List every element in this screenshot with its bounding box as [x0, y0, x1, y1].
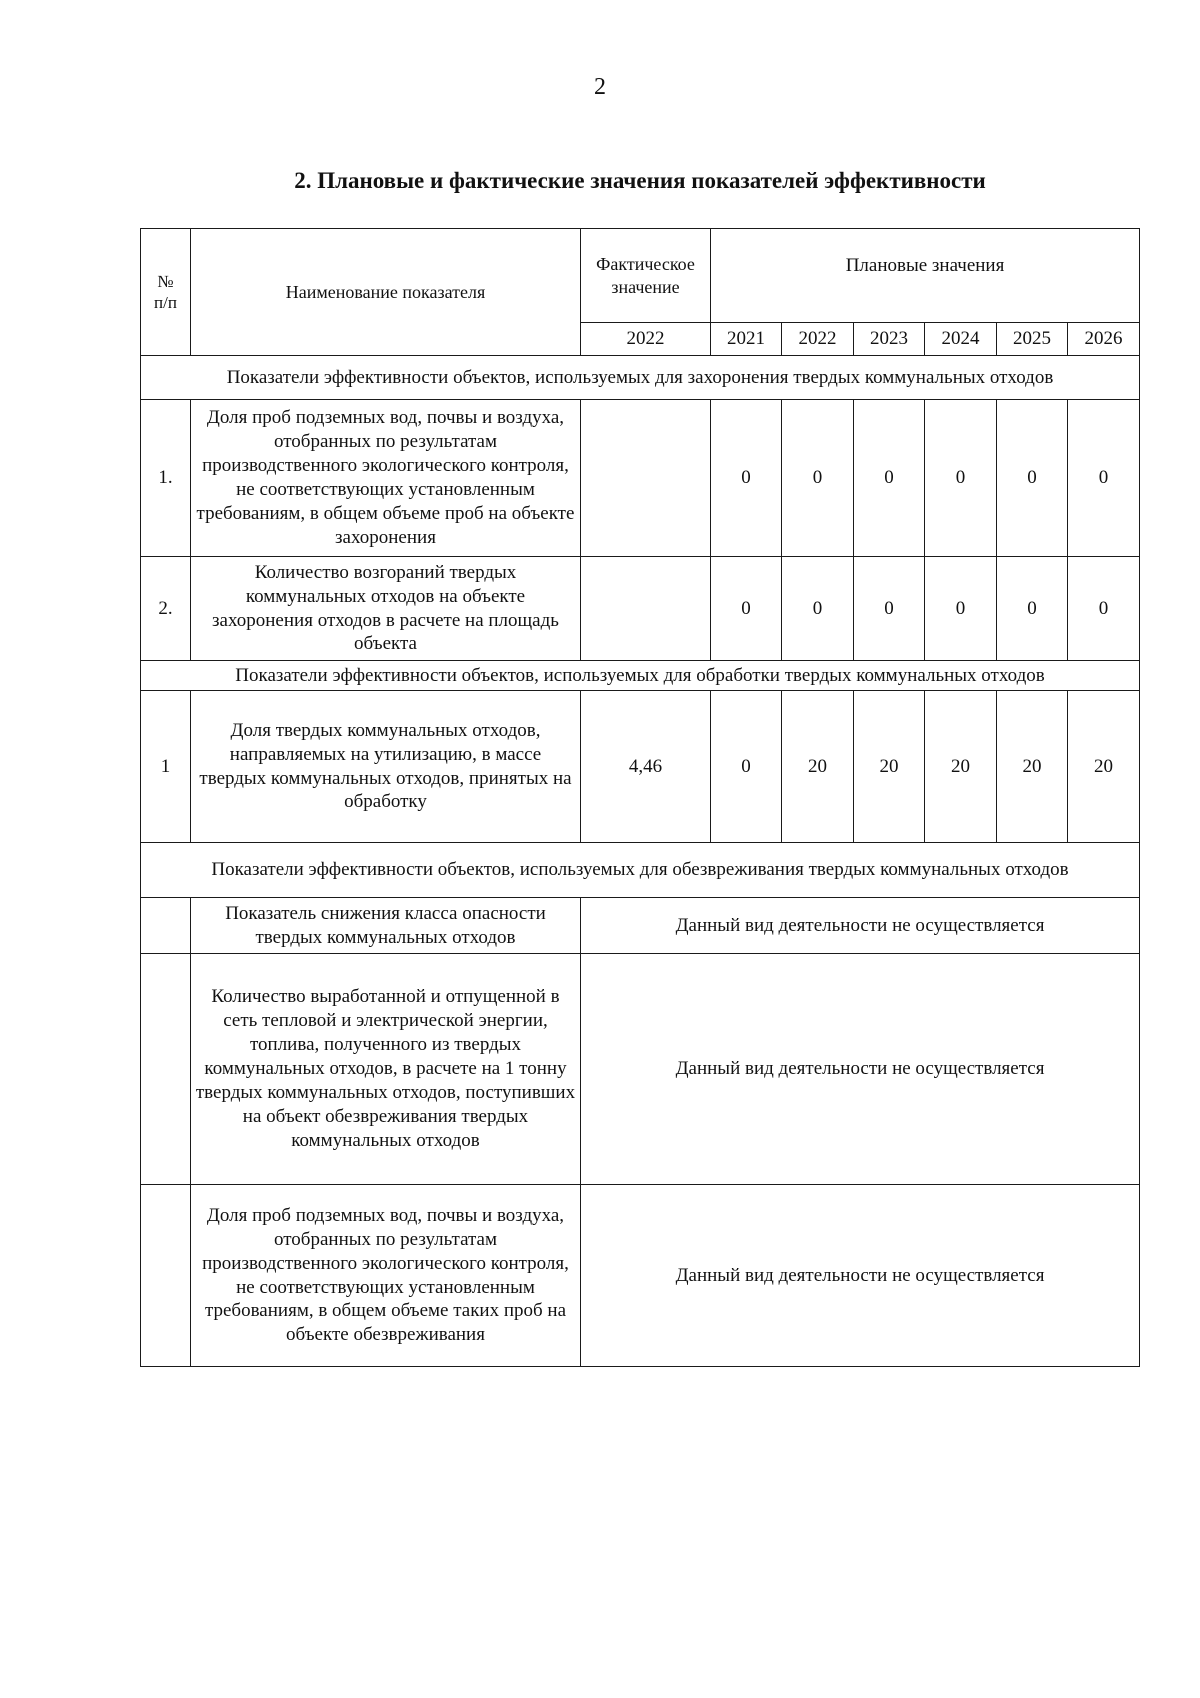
header-plan-year: 2026 — [1068, 323, 1140, 356]
section-header: Показатели эффективности объектов, используемых для обезвреживания твердых коммунальных отходов — [141, 843, 1140, 898]
plan-value: 0 — [1068, 557, 1140, 661]
header-fact: Фактическое значение — [581, 229, 711, 323]
header-plan: Плановые значения — [711, 229, 1140, 323]
plan-value: 0 — [854, 557, 925, 661]
section-header: Показатели эффективности объектов, используемых для захоронения твердых коммунальных отходов — [141, 356, 1140, 400]
plan-value: 20 — [782, 691, 854, 843]
no-activity-note: Данный вид деятельности не осуществляется — [581, 898, 1140, 954]
row-number — [141, 898, 191, 954]
no-activity-note: Данный вид деятельности не осуществляется — [581, 1185, 1140, 1367]
indicator-name: Показатель снижения класса опасности твердых коммунальных отходов — [191, 898, 581, 954]
header-plan-year: 2022 — [782, 323, 854, 356]
indicator-name: Доля проб подземных вод, почвы и воздуха, отобранных по результатам производственного экологического контроля, не соответствующих установленным требованиям, в общем объеме таких проб на объекте обезвреживания — [191, 1185, 581, 1367]
plan-value: 0 — [925, 557, 997, 661]
section-header-row — [141, 356, 1140, 400]
header-plan-year: 2021 — [711, 323, 782, 356]
header-plan-year: 2025 — [997, 323, 1068, 356]
header-name: Наименование показателя — [191, 229, 581, 356]
plan-value: 0 — [997, 557, 1068, 661]
header-fact-year: 2022 — [581, 323, 711, 356]
indicator-name: Доля проб подземных вод, почвы и воздуха, отобранных по результатам производственного экологического контроля, не соответствующих установленным требованиям, в общем объеме проб на объекте захоронения — [191, 400, 581, 557]
header-row — [141, 229, 1140, 323]
row-number — [141, 954, 191, 1185]
table-row — [141, 691, 1140, 843]
row-number: 1 — [141, 691, 191, 843]
plan-value: 20 — [1068, 691, 1140, 843]
table-row — [141, 1185, 1140, 1367]
plan-value: 0 — [925, 400, 997, 557]
page-number: 2 — [594, 74, 606, 100]
plan-value: 0 — [997, 400, 1068, 557]
plan-value: 20 — [854, 691, 925, 843]
row-number — [141, 1185, 191, 1367]
fact-value — [581, 557, 711, 661]
plan-value: 20 — [997, 691, 1068, 843]
indicators-table — [140, 228, 1140, 1367]
plan-value: 0 — [711, 691, 782, 843]
table-row — [141, 898, 1140, 954]
plan-value: 0 — [854, 400, 925, 557]
header-plan-year: 2023 — [854, 323, 925, 356]
indicator-name: Количество выработанной и отпущенной в сеть тепловой и электрической энергии, топлива, полученного из твердых коммунальных отходов, в расчете на 1 тонну твердых коммунальных отходов, поступивших на объект обезвреживания твердых коммунальных отходов — [191, 954, 581, 1185]
indicator-name: Количество возгораний твердых коммунальных отходов на объекте захоронения отходов в расчете на площадь объекта — [191, 557, 581, 661]
table-row — [141, 400, 1140, 557]
section-header-row — [141, 661, 1140, 691]
plan-value: 20 — [925, 691, 997, 843]
row-number: 1. — [141, 400, 191, 557]
section-header: Показатели эффективности объектов, используемых для обработки твердых коммунальных отходов — [141, 661, 1140, 691]
plan-value: 0 — [711, 557, 782, 661]
no-activity-note: Данный вид деятельности не осуществляется — [581, 954, 1140, 1185]
row-number: 2. — [141, 557, 191, 661]
header-num: № п/п — [141, 229, 191, 356]
plan-value: 0 — [782, 400, 854, 557]
indicator-name: Доля твердых коммунальных отходов, направляемых на утилизацию, в массе твердых коммунальных отходов, принятых на обработку — [191, 691, 581, 843]
header-plan-year: 2024 — [925, 323, 997, 356]
table-row — [141, 557, 1140, 661]
section-title: 2. Плановые и фактические значения показателей эффективности — [294, 168, 986, 193]
fact-value: 4,46 — [581, 691, 711, 843]
fact-value — [581, 400, 711, 557]
plan-value: 0 — [711, 400, 782, 557]
table-row — [141, 954, 1140, 1185]
section-header-row — [141, 843, 1140, 898]
plan-value: 0 — [1068, 400, 1140, 557]
plan-value: 0 — [782, 557, 854, 661]
